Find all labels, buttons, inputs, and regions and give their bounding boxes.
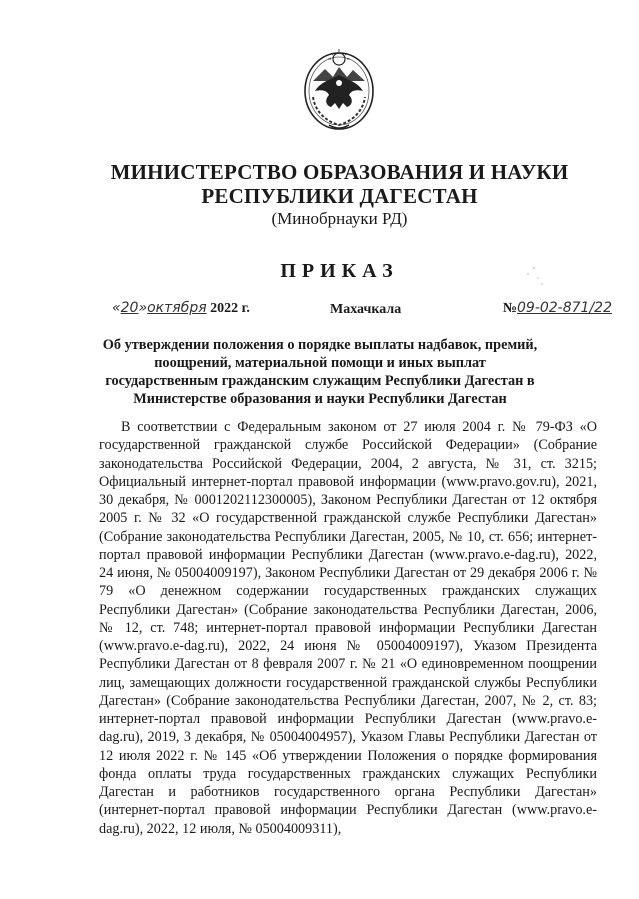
ministry-short-name: (Минобрнауки РД) — [271, 209, 408, 228]
order-body-paragraph: В соответствии с Федеральным законом от 27 июля 2004 г. № 79-ФЗ «О государственной гражданской службе Российской Федерации» (Собрание законодательства Российской Федерации, 2004, 2 августа, № 31, ст. 3215; Официальный интернет-портал правовой информации (www.pravo.gov.ru), 2021, 30 декабря, № 0001202112300005), Законом Республики Дагестан от 12 октября 2005 г. № 32 «О государственной гражданской службе Республики Дагестан» (Собрание законодательства Республики Дагестан, 2005, № 10, ст. 656; интернет-портал правовой информации Республики Дагестан (www.pravo.e-dag.ru), 2022, 24 июня, № 05004009197), Законом Республики Дагестан от 29 декабря 2006 г. № 79 «О денежном содержании государственных гражданских служащих Республики Дагестан» (Собрание законодательства Республики Дагестан, 2006, № 12, ст. 748; интернет-портал правовой информации Республики Дагестан (www.pravo.e-dag.ru), 2022, 24 июня № 05004009197), Указом Президента Республики Дагестан от 8 февраля 2007 г. № 21 «О единовременном поощрении лиц, замещающих должности государственной гражданской службы Республики Дагестан» (Собрание законодательства Республики Дагестан, 2007, № 2, ст. 83; интернет-портал правовой информации Республики Дагестан (www.pravo.e-dag.ru), 2019, 3 декабря, № 05004004957), Указом Главы Республики Дагестан от 12 июля 2022 г. № 145 «Об утверждении Положения о порядке формирования фонда оплаты труда государственных гражданских служащих Республики Дагестан и работников государственного органа Республики Дагестан» (интернет-портал правовой информации Республики Дагестан (www.pravo.e-dag.ru), 2022, 12 июля, № 05004009311), — [99, 419, 597, 837]
close-quote: » — [138, 300, 148, 316]
document-type: ПРИКАЗ — [280, 260, 399, 282]
date-line — [112, 300, 612, 326]
order-city: Махачкала — [330, 302, 402, 317]
order-day: 20 — [120, 300, 139, 316]
scan-speckle-icon — [520, 262, 550, 292]
open-quote: « — [112, 300, 121, 316]
ministry-name-line1: МИНИСТЕРСТВО ОБРАЗОВАНИЯ И НАУКИ — [110, 160, 569, 184]
ministry-name-line2: РЕСПУБЛИКИ ДАГЕСТАН — [201, 184, 478, 208]
coat-of-arms-icon — [299, 45, 379, 133]
number-prefix: № — [502, 301, 517, 316]
order-number — [503, 300, 612, 317]
order-title: Об утверждении положения о порядке выплаты надбавок, премий, поощрений, материальной помощи и иных выплат государственным гражданским служащим Республики Дагестан в Министерстве образования и науки Республики Дагестан — [102, 337, 538, 407]
order-month: октября — [147, 300, 207, 316]
order-year: 2022 г. — [210, 301, 250, 316]
order-date — [112, 300, 250, 317]
order-number-value: 09-02-871/22 — [517, 300, 612, 316]
